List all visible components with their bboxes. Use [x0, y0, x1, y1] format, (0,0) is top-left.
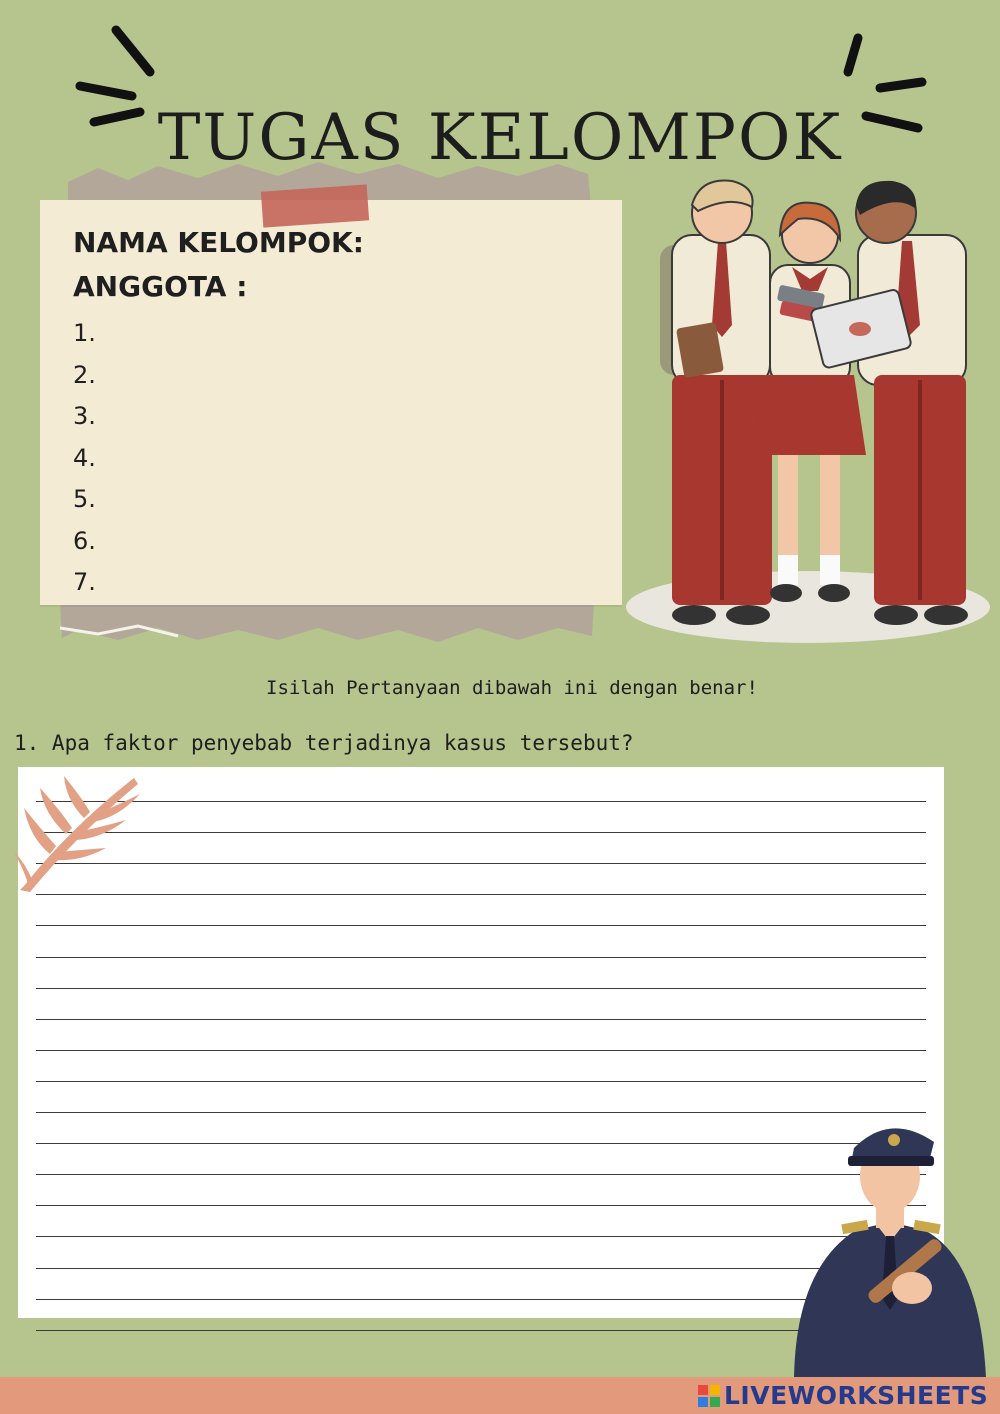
liveworksheets-logo[interactable] [698, 1377, 988, 1414]
tape-decoration [261, 184, 369, 227]
instruction-text: Isilah Pertanyaan dibawah ini dengan benar! [266, 677, 758, 699]
member-item[interactable]: 6. [73, 526, 96, 555]
member-item[interactable]: 4. [73, 443, 96, 472]
answer-line[interactable] [36, 1081, 926, 1082]
answer-line[interactable] [36, 1019, 926, 1020]
watermark-text: LIVEWORKSHEETS [724, 1381, 989, 1410]
answer-line[interactable] [36, 957, 926, 958]
answer-line[interactable] [36, 925, 926, 926]
answer-line[interactable] [36, 988, 926, 989]
answer-line[interactable] [36, 1050, 926, 1051]
question-1: 1. Apa faktor penyebab terjadinya kasus tersebut? [14, 731, 634, 755]
students-illustration [620, 175, 990, 645]
liveworksheets-logo-icon [698, 1385, 720, 1407]
answer-line[interactable] [36, 801, 926, 802]
page-title: TUGAS KELOMPOK [157, 100, 843, 175]
member-item[interactable]: 7. [73, 568, 96, 596]
member-item[interactable]: 1. [73, 319, 96, 347]
answer-line[interactable] [36, 894, 926, 895]
answer-line[interactable] [36, 1112, 926, 1113]
member-item[interactable]: 5. [73, 485, 96, 513]
member-item[interactable]: 2. [73, 360, 96, 389]
answer-line[interactable] [36, 832, 926, 833]
group-info-card [40, 200, 622, 605]
member-list [73, 316, 96, 607]
member-item[interactable]: 3. [73, 402, 96, 430]
group-name-label: NAMA KELOMPOK: [73, 226, 364, 259]
answer-line[interactable] [36, 863, 926, 864]
members-label: ANGGOTA : [73, 270, 248, 303]
leaf-icon [10, 768, 150, 898]
police-officer-illustration [790, 1118, 990, 1378]
